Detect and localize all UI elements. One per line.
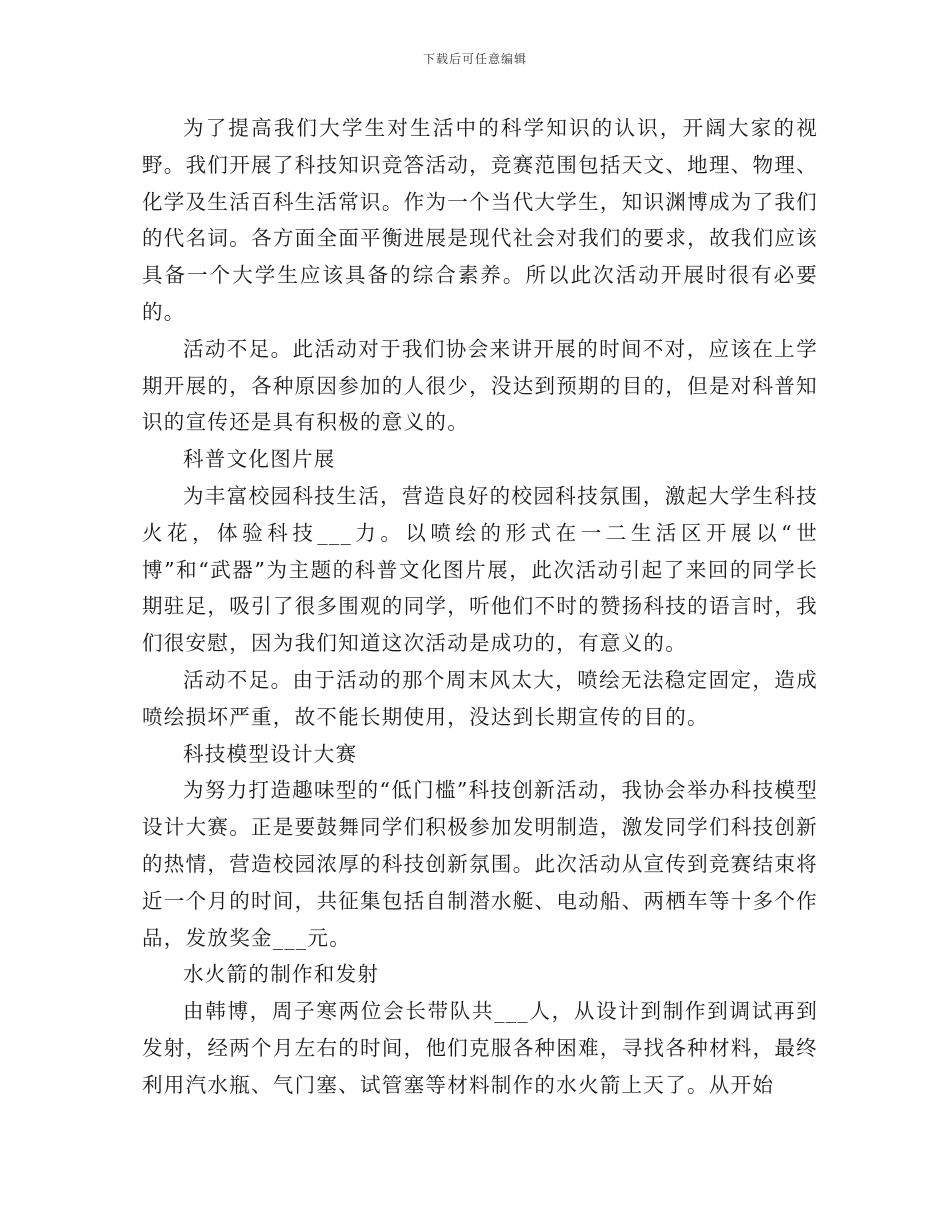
paragraph-model-contest: 为努力打造趣味型的“低门槛”科技创新活动，我协会举办科技模型设计大赛。正是要鼓舞同学们积极参加发明制造，激发同学们科技创新的热情，营造校园浓厚的科技创新氛围。此次活动从宣传到竞赛结束将近一个月的时间，共征集包括自制潜水艇、电动船、两栖车等十多个作品，发放奖金___元。 bbox=[142, 778, 818, 950]
paragraph-picture-exhibit: 为丰富校园科技生活，营造良好的校园科技氛围，激起大学生科技火花，体验科技___力。以喷绘的形式在一二生活区开展以“世博”和“武器”为主题的科普文化图片展，此次活动引起了来回的同学长期驻足，吸引了很多围观的同学，听他们不时的赞扬科技的语言时，我们很安慰，因为我们知道这次活动是成功的，有意义的。 bbox=[142, 483, 818, 656]
section-heading-water-rocket: 水火箭的制作和发射 bbox=[183, 962, 380, 987]
section-heading-model-contest: 科技模型设计大赛 bbox=[183, 741, 358, 766]
section-heading-picture-exhibit: 科普文化图片展 bbox=[183, 447, 336, 472]
document-body bbox=[142, 110, 818, 1104]
paragraph-shortcoming-1: 活动不足。此活动对于我们协会来讲开展的时间不对，应该在上学期开展的，各种原因参加的人很少，没达到预期的目的，但是对科普知识的宣传还是具有积极的意义的。 bbox=[142, 336, 818, 435]
page-header: 下载后可任意编辑 bbox=[422, 52, 527, 66]
paragraph-water-rocket: 由韩博，周子寒两位会长带队共___人，从设计到制作到调试再到发射，经两个月左右的时间，他们克服各种困难，寻找各种材料，最终利用汽水瓶、气门塞、试管塞等材料制作的水火箭上天了。从开始 bbox=[142, 999, 818, 1097]
paragraph-intro: 为了提高我们大学生对生活中的科学知识的认识，开阔大家的视野。我们开展了科技知识竞答活动，竞赛范围包括天文、地理、物理、化学及生活百科生活常识。作为一个当代大学生，知识渊博成为了我们的代名词。各方面全面平衡进展是现代社会对我们的要求，故我们应该具备一个大学生应该具备的综合素养。所以此次活动开展时很有必要的。 bbox=[142, 116, 818, 324]
paragraph-shortcoming-2: 活动不足。由于活动的那个周末风太大，喷绘无法稳定固定，造成喷绘损坏严重，故不能长期使用，没达到长期宣传的目的。 bbox=[142, 667, 818, 729]
